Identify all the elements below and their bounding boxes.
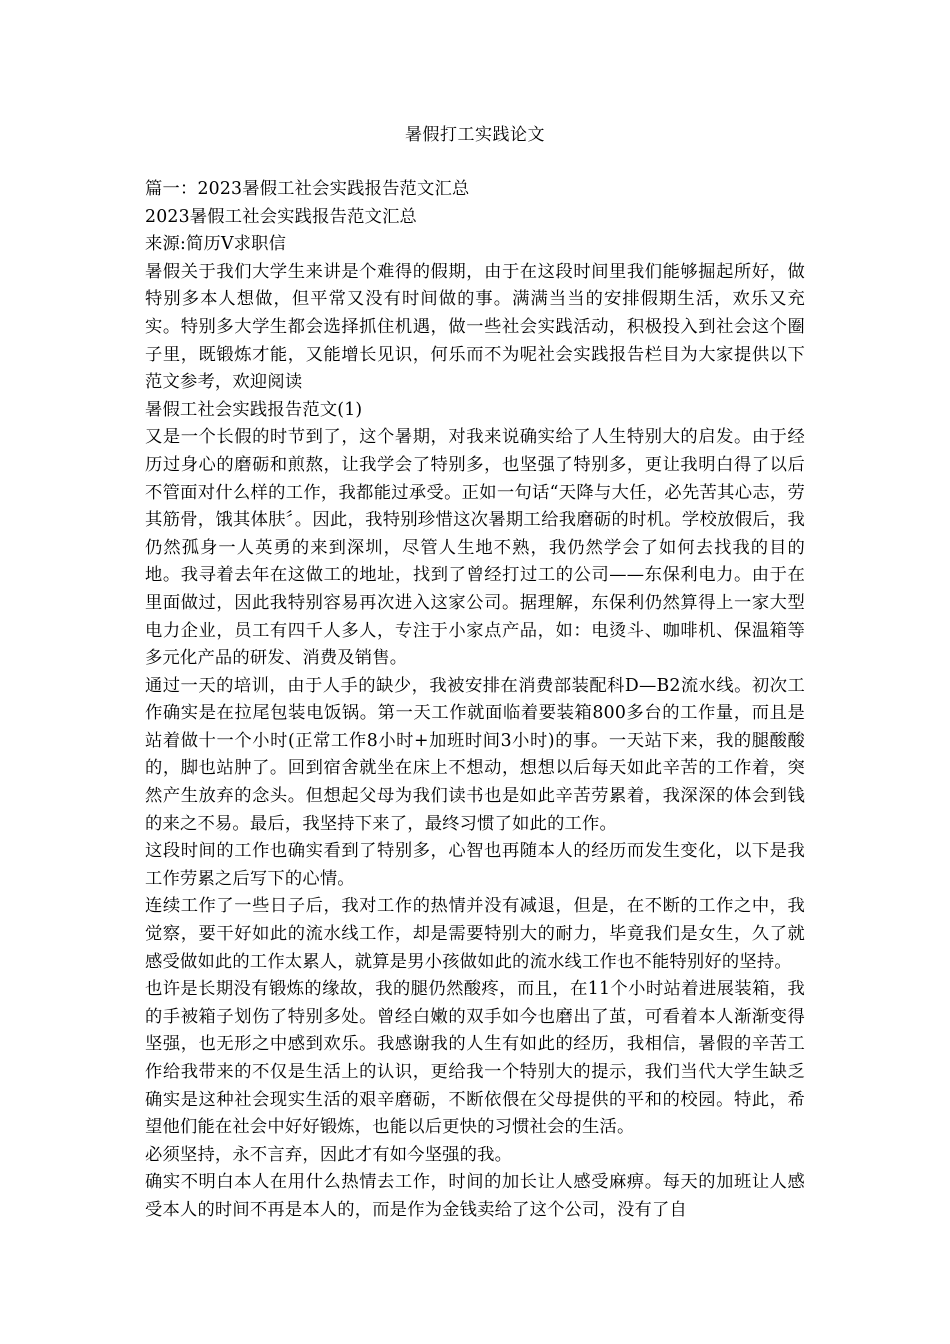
heading-report-collection: 2023暑假工社会实践报告范文汇总 <box>145 206 418 227</box>
paragraph-body: 确实不明白本人在用什么热情去工作，时间的加长让人感受麻痹。每天的加班让人感受本人的时间不再是本人的，而是作为金钱卖给了这个公司，没有了自 <box>145 1172 805 1220</box>
paragraph-intro: 暑假关于我们大学生来讲是个难得的假期，由于在这段时间里我们能够掘起所好，做特别多本人想做，但平常又没有时间做的事。满满当当的安排假期生活，欢乐又充实。特别多大学生都会选择抓住机遇，做一些社会实践活动，积极投入到社会这个圈子里，既锻炼才能，又能增长见识，何乐而不为呢社会实践报告栏目为大家提供以下范文参考，欢迎阅读 <box>145 261 805 393</box>
section-heading-sample-1: 暑假工社会实践报告范文(1) <box>145 399 363 420</box>
heading-part-1: 篇一：2023暑假工社会实践报告范文汇总 <box>145 179 470 199</box>
paragraph-body: 这段时间的工作也确实看到了特别多，心智也再随本人的经历而发生变化，以下是我工作劳累之后写下的心情。 <box>145 841 805 889</box>
source-line: 来源:简历V求职信 <box>145 234 287 255</box>
paragraph-body: 又是一个长假的时节到了，这个暑期，对我来说确实给了人生特别大的启发。由于经历过身心的磨砺和煎熬，让我学会了特别多，也坚强了特别多，更让我明白得了以后不管面对什么样的工作，我都能过承受。正如一句话“天降与大任，必先苦其心志，劳其筋骨，饿其体肤〞。因此，我特别珍惜这次暑期工给我磨砺的时机。学校放假后，我仍然孤身一人英勇的来到深圳，尽管人生地不熟，我仍然学会了如何去找我的目的地。我寻着去年在这做工的地址，找到了曾经打过工的公司——东保利电力。由于在里面做过，因此我特别容易再次进入这家公司。据理解，东保利仍然算得上一家大型电力企业，员工有四千人多人，专注于小家点产品，如：电烫斗、咖啡机、保温箱等多元化产品的研发、消费及销售。 <box>145 427 805 669</box>
paragraph-body: 通过一天的培训，由于人手的缺少，我被安排在消费部装配科D—B2流水线。初次工作确实是在拉尾包装电饭锅。第一天工作就面临着要装箱800多台的工作量，而且是站着做十一个小时(正常工作8小时+加班时间3小时)的事。一天站下来，我的腿酸酸的，脚也站肿了。回到宿舍就坐在床上不想动，想想以后每天如此辛苦的工作着，突然产生放弃的念头。但想起父母为我们读书也是如此辛苦劳累着，我深深的体会到钱的来之不易。最后，我坚持下来了，最终习惯了如此的工作。 <box>145 675 805 834</box>
document-title: 暑假打工实践论文 <box>405 125 545 145</box>
paragraph-body: 必须坚持，永不言弃，因此才有如今坚强的我。 <box>145 1144 513 1165</box>
document-page <box>145 120 805 1225</box>
paragraph-body: 连续工作了一些日子后，我对工作的热情并没有减退，但是，在不断的工作之中，我觉察，要干好如此的流水线工作，却是需要特别大的耐力，毕竟我们是女生，久了就感受做如此的工作太累人，就算是男小孩做如此的流水线工作也不能特别好的坚持。 <box>145 896 805 972</box>
paragraph-body: 也许是长期没有锻炼的缘故，我的腿仍然酸疼，而且，在11个小时站着进展装箱，我的手被箱子划伤了特别多处。曾经白嫩的双手如今也磨出了茧，可看着本人渐渐变得坚强，也无形之中感到欢乐。我感谢我的人生有如此的经历，我相信，暑假的辛苦工作给我带来的不仅是生活上的认识，更给我一个特别大的提示，我们当代大学生缺乏确实是这种社会现实生活的艰辛磨砺，不断依偎在父母提供的平和的校园。特此，希望他们能在社会中好好锻炼，也能以后更快的习惯社会的生活。 <box>145 979 805 1138</box>
